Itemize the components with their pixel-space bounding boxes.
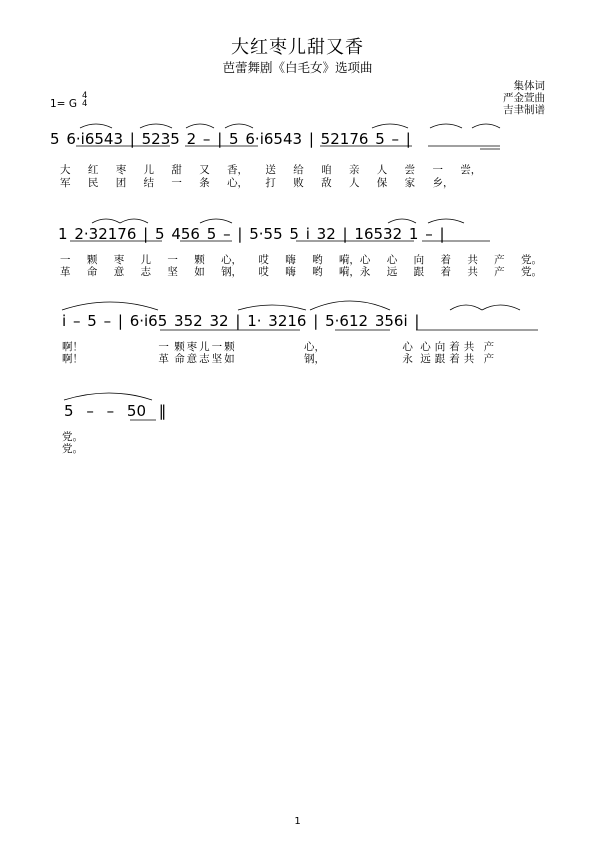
- lyric-syllable: 党。: [62, 431, 83, 443]
- lyric-syllable: 嗬，心: [338, 254, 371, 266]
- dash: –: [103, 312, 112, 330]
- lyric-syllable: 尝: [404, 164, 416, 176]
- note: 3: [292, 130, 303, 148]
- lyric-syllable: 坚: [167, 266, 178, 278]
- note: 3: [316, 225, 327, 243]
- key-signature: 1= G: [50, 98, 77, 110]
- note: 5: [180, 225, 191, 243]
- note: 5: [50, 130, 60, 148]
- lyric-syllable: 命: [86, 266, 98, 278]
- note: 1: [408, 225, 419, 243]
- lyric-syllable: 民: [87, 177, 99, 189]
- lyric-syllable: 产: [483, 341, 495, 353]
- note: 1: [354, 225, 364, 243]
- lyric-syllable: 心: [402, 341, 413, 353]
- lyric-syllable: 咱: [321, 164, 332, 176]
- note: 6: [363, 225, 374, 243]
- lyric-syllable: 团: [115, 177, 127, 189]
- note: 2: [219, 312, 229, 330]
- song-title: 大红枣儿甜又香: [231, 37, 364, 58]
- system-4-lyrics-verse-2: [62, 441, 83, 456]
- lyric-syllable: 一: [167, 254, 178, 266]
- lyric-syllable: 远: [386, 266, 398, 278]
- note: 6: [190, 225, 200, 243]
- score-system-2: [50, 215, 550, 285]
- note: 1: [287, 312, 297, 330]
- lyric-syllable: 儿: [140, 254, 152, 266]
- barline: |: [308, 130, 314, 148]
- lyric-syllable: 条: [199, 177, 210, 189]
- lyric-syllable: 颗: [86, 254, 98, 266]
- lyric-syllable: 败: [293, 177, 304, 189]
- lyric-syllable: 颗枣儿一颗: [174, 341, 237, 353]
- note: 5: [229, 130, 239, 148]
- lyric-syllable: 永: [402, 353, 413, 365]
- barline: |: [405, 130, 411, 148]
- lyric-syllable: 军: [60, 177, 71, 189]
- barline: |: [217, 130, 223, 148]
- lyric-syllable: 钢，: [304, 353, 326, 365]
- dash: –: [86, 402, 94, 420]
- time-signature-bottom: 4: [82, 99, 88, 109]
- lyric-syllable: 向: [413, 254, 425, 266]
- note: 5: [373, 225, 384, 243]
- note: 2: [186, 130, 197, 148]
- note-high: i: [259, 130, 264, 148]
- note: 6: [393, 312, 404, 330]
- lyric-syllable: 结: [143, 177, 155, 189]
- dash: –: [391, 130, 400, 148]
- lyric-syllable: 红: [87, 164, 99, 176]
- lyric-syllable: 枣: [115, 164, 127, 176]
- note: 5: [170, 130, 180, 148]
- dash: –: [202, 130, 211, 148]
- dash: –: [72, 312, 81, 330]
- lyricist-credit: 集体词: [513, 80, 545, 92]
- dash: –: [223, 225, 231, 243]
- note: 3: [209, 312, 220, 330]
- note: 5: [64, 402, 74, 420]
- lyric-syllable: 啊！: [62, 353, 83, 365]
- final-barline: ‖: [158, 402, 167, 420]
- note: 3: [383, 225, 393, 243]
- lyric-syllable: 志: [140, 266, 152, 278]
- note: 6: [358, 130, 369, 148]
- note-high: i: [80, 130, 85, 148]
- note: 5: [273, 225, 283, 243]
- note-high: i: [144, 312, 149, 330]
- lyric-syllable: 共: [467, 266, 478, 278]
- lyric-syllable: 啊！: [62, 341, 83, 353]
- note: 2: [151, 130, 161, 148]
- time-signature-top: 4: [82, 91, 88, 101]
- lyric-syllable: 送: [265, 164, 276, 176]
- note: 5: [183, 312, 194, 330]
- lyric-syllable: 心: [386, 254, 398, 266]
- note-high: i: [403, 312, 408, 330]
- note: 5: [126, 402, 137, 420]
- lyric-syllable: 产: [494, 254, 505, 266]
- barline: |: [129, 130, 135, 148]
- note: 5: [141, 130, 152, 148]
- note: 7: [349, 130, 359, 148]
- note: 4: [103, 130, 114, 148]
- note: 1: [339, 130, 350, 148]
- note: 5: [206, 225, 217, 243]
- barline: |: [235, 312, 241, 330]
- time-signature: [82, 92, 87, 108]
- lyric-syllable: 哎: [258, 266, 269, 278]
- note: 5: [157, 312, 168, 330]
- lyric-syllable: 给: [293, 164, 304, 176]
- note: 5·: [325, 312, 340, 330]
- lyric-syllable: 颗: [194, 254, 205, 266]
- lyric-syllable: 钢，: [221, 266, 243, 278]
- lyric-syllable: 哎: [258, 254, 269, 266]
- note: 5: [155, 225, 165, 243]
- note: 5·: [249, 225, 264, 243]
- note: 2: [326, 225, 336, 243]
- lyric-syllable: 哟: [312, 254, 323, 266]
- lyric-syllable: 敌: [321, 177, 332, 189]
- score-system-1: [50, 120, 550, 190]
- lyric-syllable: 嗨: [285, 266, 296, 278]
- song-subtitle: 芭蕾舞剧《白毛女》选项曲: [222, 60, 373, 75]
- lyric-syllable: 产: [483, 353, 495, 365]
- lyric-syllable: 儿: [143, 164, 155, 176]
- lyric-syllable: 人: [376, 164, 388, 176]
- system-1-lyrics-verse-2: [60, 175, 453, 190]
- note: 5: [375, 130, 385, 148]
- note-high: i: [305, 225, 310, 243]
- system-1-notes: [50, 130, 411, 148]
- note: 4: [282, 130, 293, 148]
- note: 3: [374, 312, 385, 330]
- lyric-syllable: 枣: [113, 254, 125, 266]
- note: 2: [330, 130, 340, 148]
- lyric-syllable: 哟: [312, 266, 323, 278]
- dash: –: [425, 225, 433, 243]
- note: 2: [193, 312, 203, 330]
- note: 5: [263, 225, 274, 243]
- note: 3: [88, 225, 99, 243]
- note: 6: [339, 312, 349, 330]
- lyric-syllable: 乡，: [432, 177, 454, 189]
- barline: |: [143, 225, 149, 243]
- lyric-syllable: 一: [158, 341, 169, 353]
- note: 1: [107, 225, 118, 243]
- lyric-syllable: 着: [440, 254, 451, 266]
- lyric-syllable: 跟: [413, 266, 425, 278]
- note: 2: [392, 225, 403, 243]
- note: 6: [263, 130, 274, 148]
- lyric-syllable: 亲: [348, 164, 360, 176]
- lyric-syllable: 意: [113, 266, 125, 278]
- dash: –: [106, 402, 115, 420]
- note: 5: [94, 130, 104, 148]
- lyric-syllable: 心，: [221, 254, 243, 266]
- lyric-syllable: 革: [60, 266, 71, 278]
- note: 3: [268, 312, 278, 330]
- system-4-notes: [64, 402, 166, 420]
- lyric-syllable: 保: [376, 177, 388, 189]
- note: 6·: [66, 130, 81, 148]
- lyric-syllable: 党。: [521, 254, 542, 266]
- note: 6·: [245, 130, 260, 148]
- lyric-syllable: 一: [432, 164, 443, 176]
- system-3-lyrics-verse-2: [62, 351, 494, 366]
- note: 5: [289, 225, 299, 243]
- arranger-credit: 吉聿制谱: [503, 104, 545, 116]
- note: 1: [348, 312, 359, 330]
- lyric-syllable: 人: [348, 177, 360, 189]
- lyric-syllable: 党。: [62, 443, 83, 455]
- lyric-syllable: 心，: [304, 341, 326, 353]
- lyric-syllable: 又: [199, 164, 210, 176]
- note: 2: [277, 312, 288, 330]
- note: 4: [171, 225, 181, 243]
- system-3-notes: [62, 312, 419, 330]
- lyric-syllable: 香，: [227, 164, 249, 176]
- lyric-syllable: 着: [440, 266, 451, 278]
- note: 5: [384, 312, 394, 330]
- note: 5: [320, 130, 331, 148]
- note: 5: [273, 130, 283, 148]
- note: 3: [160, 130, 171, 148]
- note: 6: [126, 225, 137, 243]
- lyric-syllable: 一: [60, 254, 71, 266]
- lyric-syllable: 远跟着共: [420, 353, 479, 365]
- note: 6: [84, 130, 95, 148]
- note: 7: [117, 225, 127, 243]
- lyric-syllable: 如: [194, 266, 205, 278]
- barline: |: [237, 225, 243, 243]
- system-2-notes: [58, 225, 445, 243]
- score-system-4: [50, 390, 250, 460]
- note: 5: [87, 312, 97, 330]
- note: 6: [148, 312, 158, 330]
- barline: |: [342, 225, 348, 243]
- lyric-syllable: 一: [171, 177, 182, 189]
- note: 3: [113, 130, 123, 148]
- page-number: 1: [294, 816, 301, 827]
- lyric-syllable: 大: [60, 164, 71, 176]
- rest: 0: [136, 402, 146, 420]
- lyric-syllable: 命意志坚如: [174, 353, 237, 365]
- barline: |: [313, 312, 319, 330]
- system-2-lyrics-verse-2: [60, 264, 542, 279]
- lyric-syllable: 嗨: [285, 254, 296, 266]
- composer-credit: 严金萱曲: [503, 92, 545, 104]
- note: 1·: [247, 312, 262, 330]
- note: 2: [358, 312, 369, 330]
- lyric-syllable: 尝，: [460, 164, 482, 176]
- note: 1: [58, 225, 68, 243]
- lyric-syllable: 产: [494, 266, 505, 278]
- barline: |: [439, 225, 445, 243]
- lyric-syllable: 心向着共: [420, 341, 479, 353]
- lyric-syllable: 心，: [227, 177, 249, 189]
- note: 3: [174, 312, 184, 330]
- note: 2·: [74, 225, 89, 243]
- note: 6·: [129, 312, 144, 330]
- note-high: i: [62, 312, 67, 330]
- note: 6: [296, 312, 307, 330]
- lyric-syllable: 打: [265, 177, 276, 189]
- lyric-syllable: 家: [404, 177, 416, 189]
- lyric-syllable: 嗬，永: [338, 266, 371, 278]
- barline: |: [117, 312, 123, 330]
- note: 2: [98, 225, 108, 243]
- barline: |: [414, 312, 420, 330]
- lyric-syllable: 党。: [521, 266, 542, 278]
- score-system-3: [50, 300, 550, 370]
- lyric-syllable: 共: [467, 254, 478, 266]
- lyric-syllable: 甜: [171, 164, 182, 176]
- lyric-syllable: 革: [158, 353, 169, 365]
